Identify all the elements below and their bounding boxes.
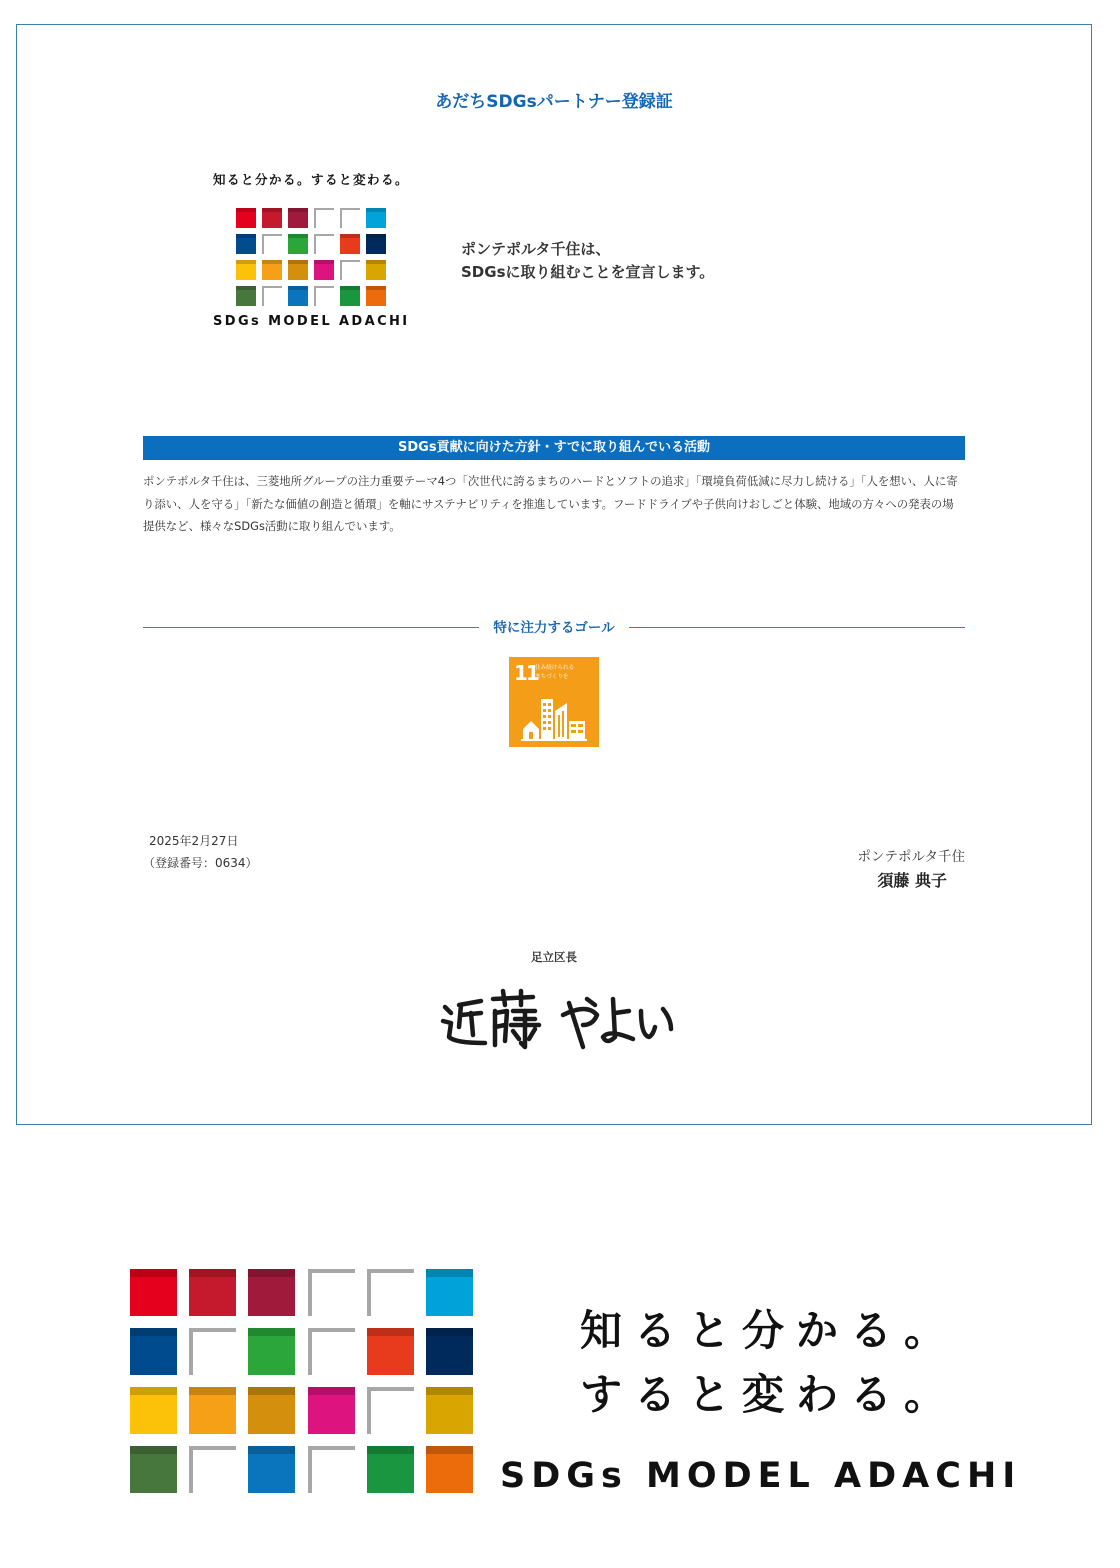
partner-organization: ポンテポルタ千住 <box>857 849 965 865</box>
banner-square-grid <box>130 1269 473 1493</box>
logo-square <box>367 1446 414 1493</box>
logo-square <box>314 260 334 280</box>
certificate-frame <box>16 24 1092 1125</box>
declaration-line-2: SDGsに取り組むことを宣言します。 <box>461 263 715 281</box>
city-buildings-icon <box>509 657 599 747</box>
logo-square <box>236 234 256 254</box>
logo-square <box>130 1387 177 1434</box>
partner-representative: 須藤 典子 <box>877 871 947 890</box>
banner-slogan <box>580 1299 958 1427</box>
logo-square <box>366 286 386 306</box>
logo-square <box>288 286 308 306</box>
logo-model-text: SDGs MODEL ADACHI <box>213 314 410 329</box>
logo-square <box>366 208 386 228</box>
logo-square <box>130 1446 177 1493</box>
logo-square <box>248 1446 295 1493</box>
banner-model-text: SDGs MODEL ADACHI <box>500 1456 1022 1496</box>
logo-square <box>262 208 282 228</box>
logo-square-outline <box>262 286 282 306</box>
focus-goal-heading <box>143 617 965 639</box>
logo-square-outline <box>314 234 334 254</box>
handwritten-signature-image <box>437 985 677 1055</box>
logo-square-outline <box>367 1387 414 1434</box>
logo-square <box>248 1328 295 1375</box>
logo-tagline: 知ると分かる。すると変わる。 <box>213 172 410 187</box>
registration-number: （登録番号：0634） <box>143 856 258 870</box>
logo-square <box>308 1387 355 1434</box>
logo-square <box>236 286 256 306</box>
logo-square-outline <box>308 1328 355 1375</box>
logo-square-outline <box>189 1328 236 1375</box>
logo-square <box>367 1328 414 1375</box>
logo-square <box>288 234 308 254</box>
logo-square <box>288 208 308 228</box>
logo-square <box>262 260 282 280</box>
logo-square-grid <box>236 208 386 306</box>
goal-text-line-2: まちづくりを <box>535 674 569 680</box>
logo-square <box>189 1387 236 1434</box>
certificate-title: あだちSDGsパートナー登録証 <box>435 92 673 112</box>
logo-square <box>236 260 256 280</box>
logo-square <box>340 286 360 306</box>
logo-square <box>130 1269 177 1316</box>
registration-date: 2025年2月27日 <box>149 834 239 848</box>
partner-info <box>858 845 965 891</box>
sdgs-model-adachi-banner <box>130 1269 1022 1509</box>
logo-square <box>426 1328 473 1375</box>
sdg-goal-11-icon <box>509 657 599 747</box>
logo-square-outline <box>262 234 282 254</box>
logo-square <box>340 234 360 254</box>
logo-square <box>189 1269 236 1316</box>
logo-square <box>426 1446 473 1493</box>
mayor-signature <box>437 985 677 1059</box>
logo-square <box>248 1269 295 1316</box>
declaration <box>461 238 714 284</box>
logo-square-outline <box>314 286 334 306</box>
banner-slogan-line-1: 知ると分かる。 <box>580 1306 959 1355</box>
logo-square-outline <box>308 1446 355 1493</box>
banner-slogan-line-2: すると変わる。 <box>580 1370 959 1419</box>
goal-number: 11 <box>514 661 538 685</box>
goal-text-line-1: 住み続けられる <box>535 665 575 671</box>
mayor-title: 足立区長 <box>531 950 577 964</box>
logo-square <box>248 1387 295 1434</box>
logo-square-outline <box>314 208 334 228</box>
logo-square-outline <box>367 1269 414 1316</box>
logo-square-outline <box>340 260 360 280</box>
logo-square-outline <box>189 1446 236 1493</box>
logo-square <box>236 208 256 228</box>
logo-square <box>426 1387 473 1434</box>
logo-square <box>130 1328 177 1375</box>
policy-section-body: ポンテポルタ千住は、三菱地所グループの注力重要テーマ4つ「次世代に誇るまちのハードとソフトの追求」「環境負荷低減に尽力し続ける」「人を想い、人に寄り添い、人を守る」「新たな価値の創造と循環」を軸にサステナビリティを推進しています。フードドライブや子供向けおしごと体験、地域の方々への発表の場提供など、様々なSDGs活動に取り組んでいます。 <box>143 474 958 533</box>
logo-square-outline <box>340 208 360 228</box>
logo-square <box>366 234 386 254</box>
declaration-line-1: ポンテポルタ千住は、 <box>461 240 611 258</box>
logo-square <box>288 260 308 280</box>
sdgs-model-adachi-logo <box>213 170 409 329</box>
focus-goal-label: 特に注力するゴール <box>493 620 615 636</box>
logo-square <box>366 260 386 280</box>
policy-section-title: SDGs貢献に向けた方針・すでに取り組んでいる活動 <box>143 436 965 460</box>
logo-square-outline <box>308 1269 355 1316</box>
logo-square <box>426 1269 473 1316</box>
